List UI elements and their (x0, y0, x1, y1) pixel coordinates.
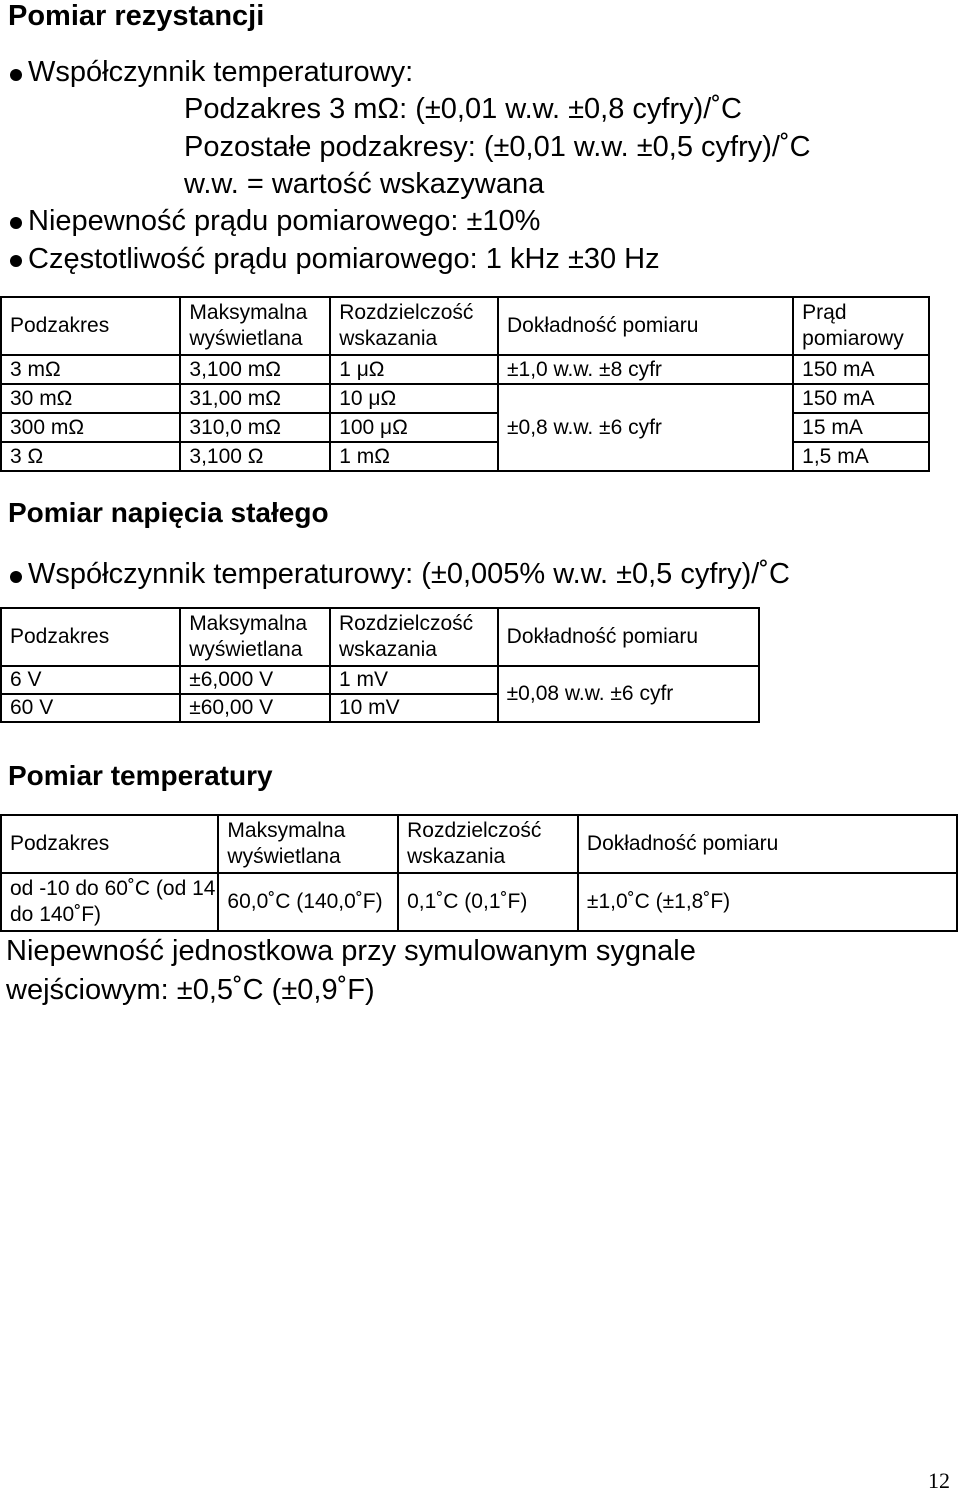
header-cell: Rozdzielczość wskazania (398, 815, 578, 873)
table-cell: 1 mV (330, 666, 498, 694)
table-row (1, 384, 929, 413)
section-title-temperature: Pomiar temperatury (8, 760, 273, 791)
temperature-table (0, 814, 958, 932)
table-cell: 0,1˚C (0,1˚F) (398, 873, 578, 931)
voltage-tempco: Współczynnik temperaturowy: (±0,005% w.w. ±0,5 cyfry)/˚C (28, 558, 790, 590)
bullet-icon (10, 217, 22, 229)
section-title-dc-voltage: Pomiar napięcia stałego (8, 497, 329, 528)
table-row (1, 355, 929, 384)
tempco-other-subranges: Pozostałe podzakresy: (±0,01 w.w. ±0,5 cyfry)/˚C (184, 131, 811, 163)
table-cell: 30 mΩ (1, 384, 180, 413)
table-cell: 10 μΩ (330, 384, 498, 413)
bullet-icon (10, 69, 22, 81)
table-cell: 300 mΩ (1, 413, 180, 442)
table-cell: 6 V (1, 666, 180, 694)
table-cell: 1 μΩ (330, 355, 498, 384)
header-cell: Maksymalna wyświetlana (180, 608, 330, 666)
table-header-row (1, 297, 929, 355)
table-row (1, 666, 759, 694)
header-cell: Rozdzielczość wskazania (330, 297, 498, 355)
header-cell: Dokładność pomiaru (498, 608, 759, 666)
table-cell: 3 Ω (1, 442, 180, 471)
table-cell: 150 mA (793, 384, 929, 413)
tempco-label: Współczynnik temperaturowy: (28, 56, 414, 88)
page-number: 12 (928, 1468, 950, 1493)
header-cell: Dokładność pomiaru (578, 815, 957, 873)
table-cell: 150 mA (793, 355, 929, 384)
table-cell: ±1,0 w.w. ±8 cyfr (498, 355, 793, 384)
table-cell: ±60,00 V (180, 694, 330, 722)
voltage-table (0, 607, 760, 723)
table-row (1, 873, 957, 931)
table-cell: od -10 do 60˚C (od 14 do 140˚F) (1, 873, 218, 931)
section-title-resistance: Pomiar rezystancji (8, 0, 265, 32)
current-uncertainty: Niepewność prądu pomiarowego: ±10% (28, 205, 541, 237)
table-cell: 310,0 mΩ (180, 413, 330, 442)
table-cell: 1 mΩ (330, 442, 498, 471)
table-cell: ±1,0˚C (±1,8˚F) (578, 873, 957, 931)
table-cell: 15 mA (793, 413, 929, 442)
header-cell: Podzakres (1, 815, 218, 873)
table-cell: ±0,08 w.w. ±6 cyfr (498, 666, 759, 722)
table-cell: 60,0˚C (140,0˚F) (218, 873, 398, 931)
current-frequency: Częstotliwość prądu pomiarowego: 1 kHz ±30 Hz (28, 243, 660, 275)
table-cell: 3,100 mΩ (180, 355, 330, 384)
header-cell: Dokładność pomiaru (498, 297, 793, 355)
ww-definition: w.w. = wartość wskazywana (184, 168, 545, 200)
table-cell: 3,100 Ω (180, 442, 330, 471)
table-cell: 3 mΩ (1, 355, 180, 384)
header-cell: Maksymalna wyświetlana (218, 815, 398, 873)
table-header-row (1, 815, 957, 873)
header-cell: Podzakres (1, 297, 180, 355)
header-cell: Maksymalna wyświetlana (180, 297, 330, 355)
header-cell: Prąd pomiarowy (793, 297, 929, 355)
header-cell: Podzakres (1, 608, 180, 666)
bullet-icon (10, 571, 22, 583)
resistance-table (0, 296, 930, 472)
header-cell: Rozdzielczość wskazania (330, 608, 498, 666)
temperature-uncertainty-note: Niepewność jednostkowa przy symulowanym sygnale wejściowym: ±0,5˚C (±0,9˚F) (6, 935, 696, 1006)
table-cell: 10 mV (330, 694, 498, 722)
table-cell: 60 V (1, 694, 180, 722)
table-cell: ±6,000 V (180, 666, 330, 694)
table-cell: 100 μΩ (330, 413, 498, 442)
table-cell: ±0,8 w.w. ±6 cyfr (498, 384, 793, 471)
bullet-icon (10, 255, 22, 267)
tempco-subrange-3mohm: Podzakres 3 mΩ: (±0,01 w.w. ±0,8 cyfry)/˚C (184, 93, 742, 125)
table-cell: 31,00 mΩ (180, 384, 330, 413)
table-header-row (1, 608, 759, 666)
table-cell: 1,5 mA (793, 442, 929, 471)
